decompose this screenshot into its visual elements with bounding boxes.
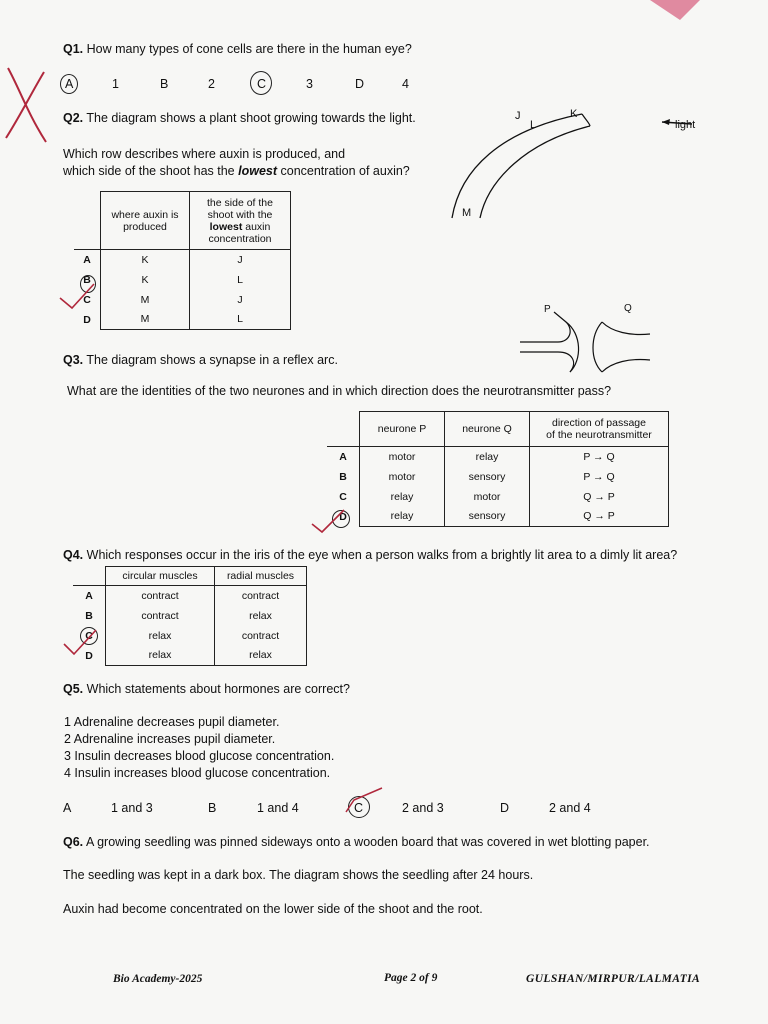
q1-option-d-value: 4	[402, 77, 409, 91]
q1-number: Q1.	[63, 42, 84, 56]
q2-question-line2	[63, 164, 410, 178]
q2-table-header-2	[190, 192, 291, 250]
q6-line2: The seedling was kept in a dark box. The diagram shows the seedling after 24 hours.	[63, 868, 534, 882]
q4-text: Which responses occur in the iris of the eye when a person walks from a brightly lit area to a dimly lit area?	[86, 548, 678, 562]
q1-option-c-value: 3	[306, 77, 313, 91]
q3-table-header-1: neurone P	[360, 412, 445, 447]
q4-row-d-letter[interactable]: D	[73, 646, 106, 666]
q3-row-c-c3: Q → P	[530, 487, 669, 507]
q2-table-header-2c: auxin concentration	[208, 220, 272, 245]
q5-text: Which statements about hormones are correct?	[86, 682, 350, 696]
q3-row-a-c2: relay	[445, 447, 530, 467]
q3-row-a-c1: motor	[360, 447, 445, 467]
q6-line3: Auxin had become concentrated on the lower side of the shoot and the root.	[63, 902, 483, 916]
q5-option-c-letter[interactable]: C	[354, 801, 364, 815]
q6-number: Q6.	[63, 835, 84, 849]
q2-row-b-c2: L	[190, 270, 291, 290]
q1-option-a-circle	[60, 74, 78, 94]
q2-row-c-c2: J	[190, 290, 291, 310]
q1-text: How many types of cone cells are there in the human eye?	[86, 42, 412, 56]
q5-option-d-value: 2 and 4	[549, 801, 591, 815]
q2-label-j: J	[515, 110, 521, 122]
q4-table-header-2: radial muscles	[215, 567, 307, 586]
q5-statement-3: 3 Insulin decreases blood glucose concentration.	[64, 749, 335, 763]
footer-right: GULSHAN/MIRPUR/LALMATIA	[526, 973, 701, 985]
footer-left: Bio Academy-2025	[113, 973, 203, 985]
q3-table-header-3	[530, 412, 669, 447]
q4-number: Q4.	[63, 548, 84, 562]
q3-row-a-letter[interactable]: A	[327, 447, 360, 467]
q4-stem	[63, 548, 677, 562]
q1-option-a-letter[interactable]: A	[65, 77, 74, 91]
q2-table-header-2b: lowest	[209, 220, 243, 233]
q3-text: The diagram shows a synapse in a reflex arc.	[86, 353, 338, 367]
q2-shoot-diagram	[440, 100, 730, 220]
q2-line2-a: which side of the shoot has the	[63, 164, 239, 178]
q4-row-b-letter[interactable]: B	[73, 606, 106, 626]
q3-row-a-c3: P → Q	[530, 447, 669, 467]
q2-answer-table	[74, 191, 291, 330]
q2-row-a-c2: J	[190, 250, 291, 270]
q2-label-m: M	[462, 207, 472, 219]
q2-label-l: L	[530, 119, 537, 131]
q2-label-light: light	[675, 119, 696, 131]
q1-option-c-letter[interactable]: C	[257, 77, 267, 91]
q3-row-c-letter[interactable]: C	[327, 487, 360, 507]
q3-answer-table	[327, 411, 669, 527]
footer-page-number: Page 2 of 9	[384, 972, 438, 984]
q2-question-line1: Which row describes where auxin is produced, and	[63, 147, 346, 161]
q1-stem	[63, 42, 412, 56]
q2-line2-c: concentration of auxin?	[277, 164, 410, 178]
q5-stem	[63, 682, 350, 696]
q4-table-header-1: circular muscles	[106, 567, 215, 586]
q2-row-b-c1: K	[101, 270, 190, 290]
q2-table-header-2a: the side of the shoot with the	[207, 196, 273, 221]
q3-table-header-3b: of the neurotransmitter	[546, 429, 652, 441]
q1-option-d-letter[interactable]: D	[355, 77, 365, 91]
q2-row-a-letter[interactable]: A	[74, 250, 101, 270]
q2-row-b-letter[interactable]: B	[74, 270, 101, 290]
q5-option-b-value: 1 and 4	[257, 801, 299, 815]
q3-label-q: Q	[624, 303, 632, 314]
q3-question: What are the identities of the two neurones and in which direction does the neurotransmitter pass?	[67, 384, 612, 398]
q4-row-c-c2: contract	[215, 626, 307, 646]
q3-row-c-c1: relay	[360, 487, 445, 507]
q1-option-c-circle	[250, 71, 272, 95]
q2-pen-tick	[58, 282, 98, 312]
q3-row-d-c3: Q → P	[530, 507, 669, 527]
q2-number: Q2.	[63, 111, 84, 125]
q5-statement-4: 4 Insulin increases blood glucose concentration.	[64, 766, 331, 780]
q2-row-d-c1: M	[101, 310, 190, 330]
q5-option-a-letter[interactable]: A	[63, 801, 72, 815]
q4-row-a-letter[interactable]: A	[73, 586, 106, 606]
q3-pen-tick	[310, 506, 350, 536]
pen-cross-mark	[2, 62, 62, 152]
q4-answer-table	[73, 566, 307, 666]
q5-statement-2: 2 Adrenaline increases pupil diameter.	[64, 732, 276, 746]
q4-row-c-c1: relax	[106, 626, 215, 646]
q2-line2-emphasis: lowest	[238, 164, 278, 178]
q1-option-a-value: 1	[112, 77, 119, 91]
q5-number: Q5.	[63, 682, 84, 696]
q3-synapse-diagram	[520, 312, 660, 372]
q2-row-d-letter[interactable]: D	[74, 310, 101, 330]
q3-row-b-c2: sensory	[445, 467, 530, 487]
q2-row-c-letter[interactable]: C	[74, 290, 101, 310]
q3-label-p: P	[544, 304, 551, 315]
q4-pen-tick	[62, 628, 102, 658]
q2-label-k: K	[570, 108, 578, 120]
q4-row-a-c1: contract	[106, 586, 215, 606]
q5-option-d-letter[interactable]: D	[500, 801, 510, 815]
q1-option-b-letter[interactable]: B	[160, 77, 169, 91]
q3-row-b-c3: P → Q	[530, 467, 669, 487]
q5-statement-1: 1 Adrenaline decreases pupil diameter.	[64, 715, 280, 729]
q4-row-b-c2: relax	[215, 606, 307, 626]
q5-option-a-value: 1 and 3	[111, 801, 153, 815]
corner-decoration	[650, 0, 710, 25]
q2-row-d-c2: L	[190, 310, 291, 330]
q5-option-c-value: 2 and 3	[402, 801, 444, 815]
q2-text: The diagram shows a plant shoot growing towards the light.	[86, 111, 416, 125]
q2-row-c-c1: M	[101, 290, 190, 310]
q3-table-header-2: neurone Q	[445, 412, 530, 447]
q3-number: Q3.	[63, 353, 84, 367]
q3-row-d-c2: sensory	[445, 507, 530, 527]
q2-row-a-c1: K	[101, 250, 190, 270]
q6-line1: A growing seedling was pinned sideways onto a wooden board that was covered in wet blotting paper.	[85, 835, 650, 849]
q4-row-a-c2: contract	[215, 586, 307, 606]
q5-pen-tick	[338, 786, 388, 816]
q4-row-b-c1: contract	[106, 606, 215, 626]
q3-table-header-3a: direction of passage	[552, 417, 646, 429]
q2-stem	[63, 111, 416, 125]
q3-row-d-letter[interactable]: D	[327, 507, 360, 527]
q5-option-b-letter[interactable]: B	[208, 801, 217, 815]
q4-row-d-c2: relax	[215, 646, 307, 666]
q4-row-d-c1: relax	[106, 646, 215, 666]
q3-row-c-c2: motor	[445, 487, 530, 507]
q6-stem	[63, 835, 650, 849]
q4-row-c-letter[interactable]: C	[73, 626, 106, 646]
q3-row-b-letter[interactable]: B	[327, 467, 360, 487]
q3-stem	[63, 353, 338, 367]
q3-row-d-c1: relay	[360, 507, 445, 527]
q2-table-header-1: where auxin is produced	[101, 192, 190, 250]
q1-option-b-value: 2	[208, 77, 215, 91]
q3-row-b-c1: motor	[360, 467, 445, 487]
